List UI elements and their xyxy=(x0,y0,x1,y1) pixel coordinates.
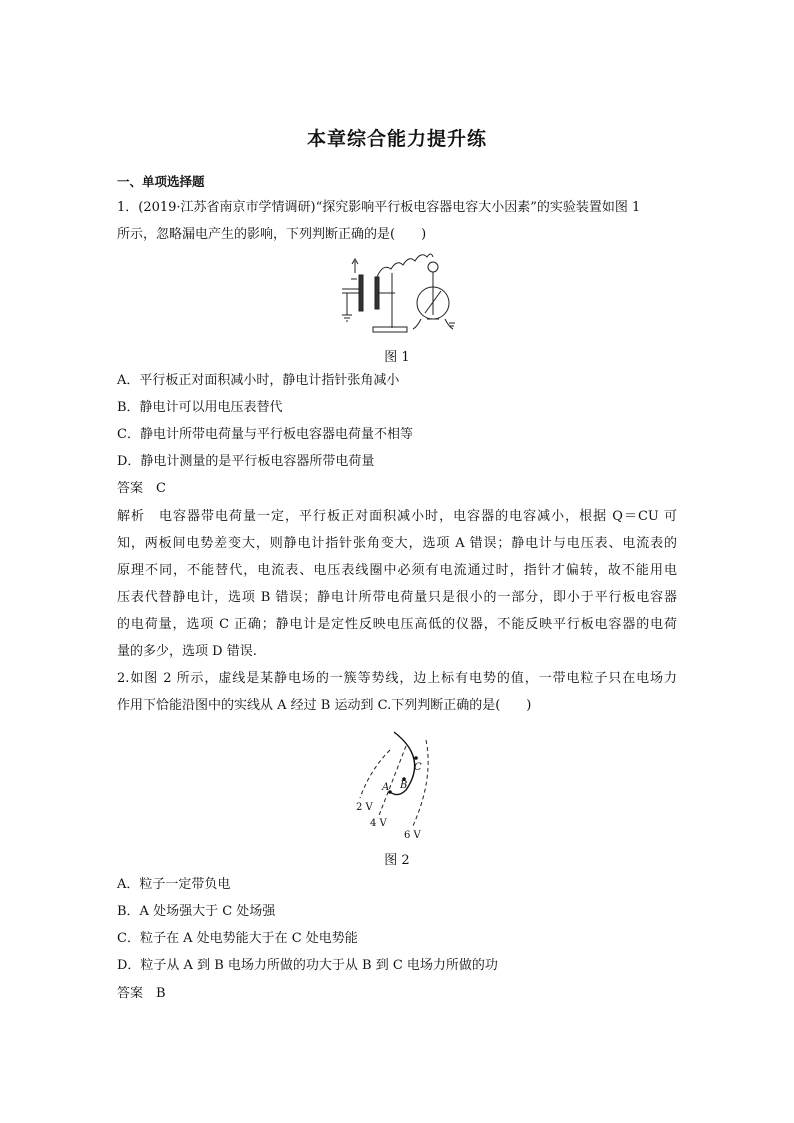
figure-1-capacitor-apparatus xyxy=(337,253,462,338)
section-heading: 一、单项选择题 xyxy=(117,174,205,189)
potential-6v-label: 6 V xyxy=(404,830,421,841)
q2-option-b: B．A 处场强大于 C 处场强 xyxy=(117,904,276,919)
point-c-label: C xyxy=(414,762,422,773)
figure-2-equipotential-lines xyxy=(352,730,442,842)
q2-option-a: A．粒子一定带负电 xyxy=(117,877,231,892)
q2-stem-line1: 2.如图 2 所示，虚线是某静电场的一簇等势线，边上标有电势的值，一带电粒子只在电场力 xyxy=(117,671,677,686)
q1-analysis-line: 量的多少，选项 D 错误. xyxy=(117,644,257,659)
q2-option-c: C．粒子在 A 处电势能大于在 C 处电势能 xyxy=(117,931,358,946)
q1-stem-line2: 所示，忽略漏电产生的影响，下列判断正确的是( ) xyxy=(117,227,427,242)
potential-2v-label: 2 V xyxy=(356,802,373,813)
equipotential-6v-line xyxy=(412,740,428,828)
point-a-label: A xyxy=(382,782,390,793)
q1-answer: 答案 C xyxy=(117,481,166,496)
q1-option-d: D．静电计测量的是平行板电容器所带电荷量 xyxy=(117,454,375,469)
q2-stem-line2: 作用下恰能沿图中的实线从 A 经过 B 运动到 C.下列判断正确的是( ) xyxy=(117,698,532,713)
q2-option-d: D．粒子从 A 到 B 电场力所做的功大于从 B 到 C 电场力所做的功 xyxy=(117,958,498,973)
q1-analysis-line: 压表代替静电计，选项 B 错误；静电计所带电荷量只是很小的一部分，即小于平行板电容器 xyxy=(117,590,677,605)
page-title: 本章综合能力提升练 xyxy=(306,128,487,150)
q1-analysis-line: 解析 电容器带电荷量一定，平行板正对面积减小时，电容器的电容减小，根据 Q＝CU 可 xyxy=(117,509,677,524)
point-b-label: B xyxy=(400,780,408,791)
q1-analysis-line: 知，两板间电势差变大，则静电计指针张角变大，选项 A 错误；静电计与电压表、电流表的 xyxy=(117,536,677,551)
q2-answer: 答案 B xyxy=(117,986,166,1001)
q1-option-a: A．平行板正对面积减小时，静电计指针张角减小 xyxy=(117,373,400,388)
q1-stem-line1: 1．(2019·江苏省南京市学情调研)“探究影响平行板电容器电容大小因素”的实验装置如图 1 xyxy=(117,200,641,215)
q1-option-b: B．静电计可以用电压表替代 xyxy=(117,400,283,415)
q1-option-c: C．静电计所带电荷量与平行板电容器电荷量不相等 xyxy=(117,427,413,442)
q1-analysis-line: 原理不同，不能替代，电流表、电压表线圈中必须有电流通过时，指针才偏转，故不能用电 xyxy=(117,563,677,578)
q1-analysis-line: 的电荷量，选项 C 正确；静电计是定性反映电压高低的仪器，不能反映平行板电容器的电荷 xyxy=(117,617,677,632)
figure-1-caption: 图 1 xyxy=(384,350,410,365)
potential-4v-label: 4 V xyxy=(370,818,387,829)
figure-2-caption: 图 2 xyxy=(384,853,410,868)
